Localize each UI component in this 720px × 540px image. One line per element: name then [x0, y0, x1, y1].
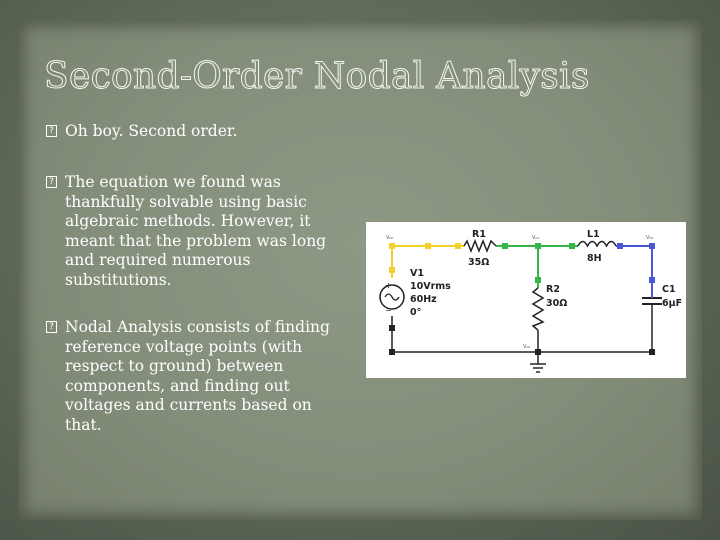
v1-phase: 0° [410, 307, 422, 318]
node-dot [389, 325, 395, 331]
node-dot [617, 243, 623, 249]
node-label: V₀₂ [646, 235, 654, 241]
r1-value: 35Ω [468, 257, 490, 268]
node-dot [502, 243, 508, 249]
v1-voltage: 10Vrms [410, 281, 451, 292]
circuit-schematic [366, 222, 686, 378]
bullet-text: Oh boy. Second order. [65, 122, 238, 140]
bullet-item [46, 173, 346, 290]
bullet-text: The equation we found was thankfully solvable using basic algebraic methods. However, it meant that the problem was long and required numerous substitutions. [65, 173, 327, 289]
node-dot [569, 243, 575, 249]
l1-name: L1 [587, 229, 600, 240]
bullet-box-icon: ? [46, 125, 57, 137]
node-label: V₀₀ [523, 344, 531, 350]
bullet-box-icon: ? [46, 321, 57, 333]
r2-value: 30Ω [546, 298, 568, 309]
node-dot [455, 243, 461, 249]
inductor-l1-icon [578, 242, 616, 247]
l1-value: 8H [587, 253, 602, 264]
resistor-r2-icon [533, 288, 543, 330]
bullet-item [46, 122, 346, 142]
minus-sign: − [385, 306, 392, 315]
node-dot [389, 267, 395, 273]
node-dot [389, 349, 395, 355]
bullet-item [46, 318, 346, 435]
node-dot [535, 349, 541, 355]
node-dot [425, 243, 431, 249]
slide-title: Second-Order Nodal Analysis [44, 56, 590, 97]
node-label: V₀₁ [532, 235, 540, 241]
circuit-diagram [366, 222, 686, 378]
resistor-r1-icon [464, 241, 496, 251]
node-dot [649, 277, 655, 283]
c1-name: C1 [662, 284, 676, 295]
r1-name: R1 [472, 229, 486, 240]
node-label: V₀₀ [386, 235, 394, 241]
node-dot [649, 349, 655, 355]
v1-frequency: 60Hz [410, 294, 437, 305]
r2-name: R2 [546, 284, 560, 295]
plus-sign: + [385, 281, 392, 290]
bullet-text: Nodal Analysis consists of finding reference voltage points (with respect to ground) between components, and finding out voltages and currents based on that. [65, 318, 330, 434]
node-dot [389, 243, 395, 249]
bullet-box-icon: ? [46, 176, 57, 188]
node-dot [649, 243, 655, 249]
node-dot [535, 243, 541, 249]
c1-value: 6µF [662, 298, 683, 309]
v1-name: V1 [410, 268, 424, 279]
node-dot [535, 277, 541, 283]
